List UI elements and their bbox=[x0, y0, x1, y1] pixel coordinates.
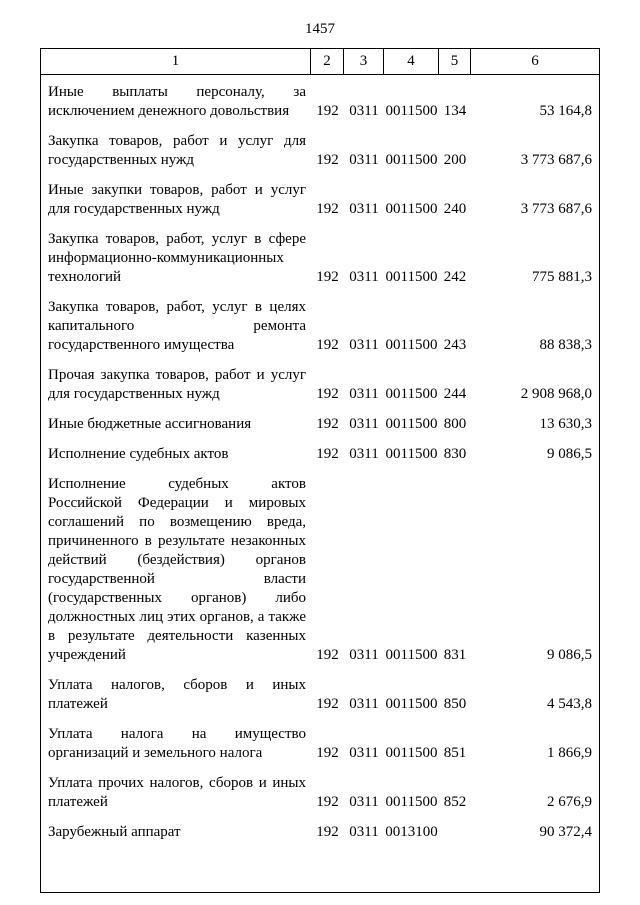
section-code-cell: 0311 bbox=[349, 647, 379, 663]
amount-cell: 88 838,3 bbox=[539, 337, 592, 353]
table-header-row bbox=[41, 49, 599, 75]
amount-cell: 775 881,3 bbox=[532, 269, 592, 285]
target-article-cell: 0011500 bbox=[385, 416, 438, 432]
table-row bbox=[41, 298, 599, 355]
amount-cell: 2 676,9 bbox=[547, 794, 592, 810]
target-article-cell: 0011500 bbox=[385, 647, 438, 663]
grbs-code-cell: 192 bbox=[316, 824, 339, 840]
table-row bbox=[41, 132, 599, 170]
target-article-cell: 0011500 bbox=[385, 386, 438, 402]
table-row bbox=[41, 415, 599, 434]
expense-type-cell: 243 bbox=[443, 337, 467, 353]
expense-type-cell: 134 bbox=[443, 103, 467, 119]
amount-cell: 2 908 968,0 bbox=[520, 386, 592, 402]
section-code-cell: 0311 bbox=[349, 201, 379, 217]
expense-type-cell: 852 bbox=[443, 794, 467, 810]
target-article-cell: 0011500 bbox=[385, 337, 438, 353]
column-header-1: 1 bbox=[41, 49, 311, 74]
row-name-cell: Зарубежный аппарат bbox=[48, 824, 181, 840]
grbs-code-cell: 192 bbox=[316, 745, 339, 761]
table-body bbox=[41, 75, 599, 892]
expense-type-cell: 244 bbox=[443, 386, 467, 402]
grbs-code-cell: 192 bbox=[316, 647, 339, 663]
amount-cell: 90 372,4 bbox=[539, 824, 592, 840]
target-article-cell: 0011500 bbox=[385, 745, 438, 761]
expense-type-cell: 200 bbox=[443, 152, 467, 168]
grbs-code-cell: 192 bbox=[316, 386, 339, 402]
section-code-cell: 0311 bbox=[349, 152, 379, 168]
table-row bbox=[41, 774, 599, 812]
section-code-cell: 0311 bbox=[349, 745, 379, 761]
table-row bbox=[41, 366, 599, 404]
target-article-cell: 0011500 bbox=[385, 152, 438, 168]
row-name-cell: Закупка товаров, работ и услуг для государственных нужд bbox=[48, 133, 306, 168]
amount-cell: 9 086,5 bbox=[547, 446, 592, 462]
grbs-code-cell: 192 bbox=[316, 337, 339, 353]
budget-table bbox=[40, 48, 600, 893]
target-article-cell: 0011500 bbox=[385, 446, 438, 462]
row-name-cell: Уплата налога на имущество организаций и земельного налога bbox=[48, 726, 306, 761]
row-name-cell: Уплата налогов, сборов и иных платежей bbox=[48, 677, 306, 712]
expense-type-cell: 242 bbox=[443, 269, 467, 285]
section-code-cell: 0311 bbox=[349, 794, 379, 810]
table-row bbox=[41, 676, 599, 714]
table-row bbox=[41, 445, 599, 464]
section-code-cell: 0311 bbox=[349, 337, 379, 353]
section-code-cell: 0311 bbox=[349, 696, 379, 712]
amount-cell: 1 866,9 bbox=[547, 745, 592, 761]
amount-cell: 9 086,5 bbox=[547, 647, 592, 663]
table-row bbox=[41, 181, 599, 219]
table-row bbox=[41, 83, 599, 121]
section-code-cell: 0311 bbox=[349, 269, 379, 285]
table-row bbox=[41, 823, 599, 842]
expense-type-cell: 830 bbox=[443, 446, 467, 462]
column-header-6: 6 bbox=[531, 53, 539, 69]
amount-cell: 4 543,8 bbox=[547, 696, 592, 712]
target-article-cell: 0013100 bbox=[385, 824, 438, 840]
grbs-code-cell: 192 bbox=[316, 152, 339, 168]
grbs-code-cell: 192 bbox=[316, 416, 339, 432]
grbs-code-cell: 192 bbox=[316, 696, 339, 712]
amount-cell: 3 773 687,6 bbox=[520, 201, 592, 217]
row-name-cell: Прочая закупка товаров, работ и услуг для государственных нужд bbox=[48, 367, 306, 402]
row-name-cell: Уплата прочих налогов, сборов и иных платежей bbox=[48, 775, 306, 810]
section-code-cell: 0311 bbox=[349, 446, 379, 462]
grbs-code-cell: 192 bbox=[316, 201, 339, 217]
grbs-code-cell: 192 bbox=[316, 269, 339, 285]
amount-cell: 13 630,3 bbox=[539, 416, 592, 432]
expense-type-cell: 240 bbox=[443, 201, 467, 217]
expense-type-cell: 850 bbox=[443, 696, 467, 712]
target-article-cell: 0011500 bbox=[385, 269, 438, 285]
row-name-cell: Иные выплаты персоналу, за исключением денежного довольствия bbox=[48, 84, 306, 119]
row-name-cell: Иные закупки товаров, работ и услуг для государственных нужд bbox=[48, 182, 306, 217]
row-name-cell: Исполнение судебных актов Российской Федерации и мировых соглашений по возмещению вреда, причиненного в результате незаконных действий (бездействия) органов государственной власти (государственных органов) либо должностных лиц этих органов, а также в результате деятельности казенных учреждений bbox=[48, 476, 306, 663]
row-name-cell: Исполнение судебных актов bbox=[48, 446, 229, 462]
grbs-code-cell: 192 bbox=[316, 103, 339, 119]
target-article-cell: 0011500 bbox=[385, 103, 438, 119]
amount-cell: 53 164,8 bbox=[539, 103, 592, 119]
section-code-cell: 0311 bbox=[349, 386, 379, 402]
target-article-cell: 0011500 bbox=[385, 696, 438, 712]
column-header-3: 3 bbox=[344, 49, 384, 74]
amount-cell: 3 773 687,6 bbox=[520, 152, 592, 168]
column-header-4: 4 bbox=[384, 49, 439, 74]
expense-type-cell: 800 bbox=[443, 416, 467, 432]
grbs-code-cell: 192 bbox=[316, 446, 339, 462]
table-row bbox=[41, 725, 599, 763]
page-number: 1457 bbox=[305, 21, 335, 37]
expense-type-cell: 851 bbox=[443, 745, 467, 761]
row-name-cell: Закупка товаров, работ, услуг в сфере информационно-коммуникационных технологий bbox=[48, 231, 306, 285]
table-row bbox=[41, 230, 599, 287]
column-header-5: 5 bbox=[439, 49, 471, 74]
section-code-cell: 0311 bbox=[349, 824, 379, 840]
column-header-2: 2 bbox=[311, 49, 344, 74]
table-row bbox=[41, 475, 599, 665]
expense-type-cell: 831 bbox=[443, 647, 467, 663]
row-name-cell: Закупка товаров, работ, услуг в целях капитального ремонта государственного имущества bbox=[48, 299, 306, 353]
row-name-cell: Иные бюджетные ассигнования bbox=[48, 416, 252, 432]
target-article-cell: 0011500 bbox=[385, 794, 438, 810]
target-article-cell: 0011500 bbox=[385, 201, 438, 217]
section-code-cell: 0311 bbox=[349, 416, 379, 432]
section-code-cell: 0311 bbox=[349, 103, 379, 119]
grbs-code-cell: 192 bbox=[316, 794, 339, 810]
